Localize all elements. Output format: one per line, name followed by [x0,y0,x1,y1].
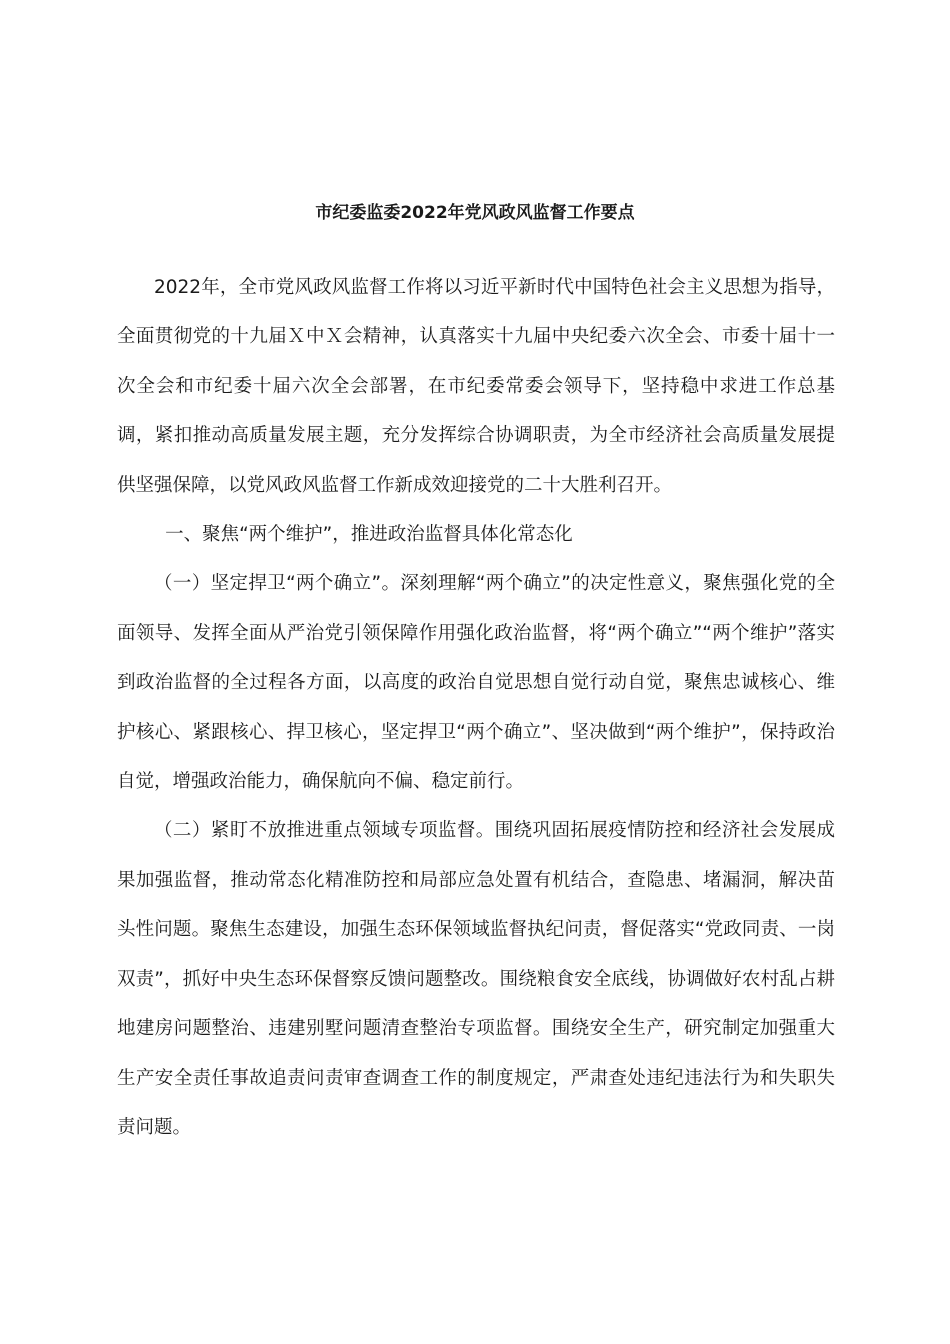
section-1-item-2 [117,806,835,1152]
section-1-item-1-subtitle: （一）坚定捍卫“两个确立”。 [154,573,401,595]
section-1-item-2-subtitle: （二）紧盯不放推进重点领域专项监督。 [154,820,495,842]
document-title: 市纪委监委2022年党风政风监督工作要点 [315,203,635,223]
section-1-item-1-text: 深刻理解“两个确立”的决定性意义，聚焦强化党的全面领导、发挥全面从严治党引领保障作用强化政治监督，将“两个确立”“两个维护”落实到政治监督的全过程各方面，以高度的政治自觉思想自觉行动自觉，聚焦忠诚核心、维护核心、紧跟核心、捍卫核心，坚定捍卫“两个确立”、坚决做到“两个维护”，保持政治自觉，增强政治能力，确保航向不偏、稳定前行。 [117,573,836,793]
section-1-item-2-text: 围绕巩固拓展疫情防控和经济社会发展成果加强监督，推动常态化精准防控和局部应急处置有机结合，查隐患、堵漏洞，解决苗头性问题。聚焦生态建设，加强生态环保领域监督执纪问责，督促落实“党政同责、一岗双责”，抓好中央生态环保督察反馈问题整改。围绕粮食安全底线，协调做好农村乱占耕地建房问题整治、违建别墅问题清查整治专项监督。围绕安全生产，研究制定加强重大生产安全责任事故追责问责审查调查工作的制度规定，严肃查处违纪违法行为和失职失责问题。 [117,820,835,1138]
section-1-item-1 [117,559,835,806]
document-body [117,263,835,1152]
intro-paragraph: 2022年，全市党风政风监督工作将以习近平新时代中国特色社会主义思想为指导，全面贯彻党的十九届Ｘ中Ｘ会精神，认真落实十九届中央纪委六次全会、市委十届十一次全会和市纪委十届六次全会部署，在市纪委常委会领导下，坚持稳中求进工作总基调，紧扣推动高质量发展主题，充分发挥综合协调职责，为全市经济社会高质量发展提供坚强保障，以党风政风监督工作新成效迎接党的二十大胜利召开。 [117,277,835,496]
section-1-heading: 一、聚焦“两个维护”，推进政治监督具体化常态化 [165,524,573,546]
